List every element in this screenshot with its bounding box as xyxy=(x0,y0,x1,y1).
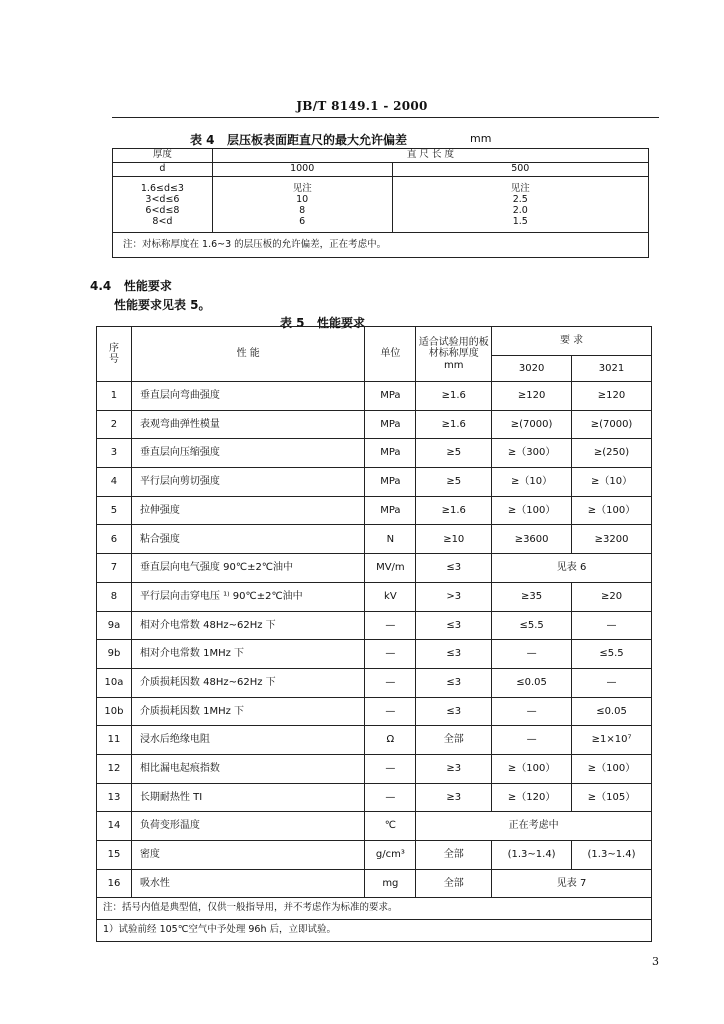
row-thickness: ≤3 xyxy=(416,668,492,697)
row-property: 浸水后绝缘电阻 xyxy=(131,726,364,755)
row-thickness: 全部 xyxy=(416,841,492,870)
table5-footnote: 1）试验前经 105℃空气中予处理 96h 后，立即试验。 xyxy=(97,920,652,942)
row-unit: — xyxy=(365,754,416,783)
row-value-3021: ≥1×10⁷ xyxy=(572,726,652,755)
row-value-3021: — xyxy=(572,611,652,640)
table5-caption: 表 5 性能要求 xyxy=(280,316,366,330)
table-row xyxy=(97,697,652,726)
table4-value: 1.5 xyxy=(512,215,528,227)
row-unit: — xyxy=(365,697,416,726)
table-row xyxy=(97,468,652,497)
row-number: 14 xyxy=(97,812,132,841)
row-unit: MPa xyxy=(365,496,416,525)
row-thickness: ≤3 xyxy=(416,640,492,669)
table4-value: 见注 xyxy=(510,182,530,194)
table5-header-property: 性 能 xyxy=(131,327,364,382)
table4-col-500 xyxy=(392,177,648,233)
table4-col-1000 xyxy=(212,177,392,233)
row-property: 介质损耗因数 1MHz 下 xyxy=(131,697,364,726)
table-row xyxy=(97,496,652,525)
row-number: 1 xyxy=(97,382,132,411)
row-unit: MV/m xyxy=(365,554,416,583)
row-value-3020: ≥120 xyxy=(492,382,572,411)
row-number: 15 xyxy=(97,841,132,870)
row-property: 密度 xyxy=(131,841,364,870)
row-value-3020: ≥3600 xyxy=(492,525,572,554)
row-unit: g/cm³ xyxy=(365,841,416,870)
table4-value: 6 xyxy=(299,215,306,227)
row-unit: MPa xyxy=(365,410,416,439)
row-value-3021: ≥120 xyxy=(572,382,652,411)
row-number: 9b xyxy=(97,640,132,669)
table-row xyxy=(97,582,652,611)
table-row xyxy=(97,841,652,870)
table4-header-500: 500 xyxy=(392,163,648,177)
row-unit: mg xyxy=(365,869,416,898)
row-value-3020: ≤0.05 xyxy=(492,668,572,697)
table-row xyxy=(97,525,652,554)
table4-value: 见注 xyxy=(292,182,312,194)
row-property: 介质损耗因数 48Hz~62Hz 下 xyxy=(131,668,364,697)
row-number: 16 xyxy=(97,869,132,898)
row-property: 粘合强度 xyxy=(131,525,364,554)
row-value-3020: ≥（120） xyxy=(492,783,572,812)
table4-unit: mm xyxy=(470,132,492,145)
header-rule xyxy=(112,117,659,118)
table-row xyxy=(97,439,652,468)
row-thickness: ≥1.6 xyxy=(416,496,492,525)
table-row xyxy=(97,668,652,697)
row-value-3020: ≥（100） xyxy=(492,754,572,783)
row-value-3020: — xyxy=(492,726,572,755)
row-value-3020: ≥（300） xyxy=(492,439,572,468)
row-value-3021: ≥（10） xyxy=(572,468,652,497)
row-property: 平行层向击穿电压 ¹⁾ 90℃±2℃油中 xyxy=(131,582,364,611)
row-value-3021: ≥（100） xyxy=(572,754,652,783)
row-unit: MPa xyxy=(365,439,416,468)
table4-value: 10 xyxy=(296,193,309,205)
row-unit: MPa xyxy=(365,468,416,497)
row-unit: N xyxy=(365,525,416,554)
table5-header-requirement: 要 求 xyxy=(492,327,652,356)
section-intro: 性能要求见表 5。 xyxy=(114,298,211,312)
row-value-3021: ≤5.5 xyxy=(572,640,652,669)
table4-range: 8<d xyxy=(152,215,173,227)
row-number: 2 xyxy=(97,410,132,439)
row-number: 7 xyxy=(97,554,132,583)
row-property: 吸水性 xyxy=(131,869,364,898)
row-unit: ℃ xyxy=(365,812,416,841)
row-requirement-merged: 见表 7 xyxy=(492,869,652,898)
row-property: 垂直层向电气强度 90℃±2℃油中 xyxy=(131,554,364,583)
row-property: 长期耐热性 TI xyxy=(131,783,364,812)
table4-header-1000: 1000 xyxy=(212,163,392,177)
row-thickness: ≥1.6 xyxy=(416,410,492,439)
table-row xyxy=(97,611,652,640)
row-thickness: ≤3 xyxy=(416,611,492,640)
row-value-3020: ≥(7000) xyxy=(492,410,572,439)
row-thickness: ≥1.6 xyxy=(416,382,492,411)
row-number: 12 xyxy=(97,754,132,783)
section-number: 4.4 xyxy=(90,279,112,293)
table5-header-no: 序 号 xyxy=(97,327,132,382)
table4-range: 6<d≤8 xyxy=(145,204,180,216)
table-row xyxy=(97,640,652,669)
row-unit: kV xyxy=(365,582,416,611)
table5-note: 注：括号内值是典型值，仅供一般指导用，并不考虑作为标准的要求。 xyxy=(97,898,652,920)
row-thickness: 全部 xyxy=(416,869,492,898)
row-value-3021: ≥（100） xyxy=(572,496,652,525)
row-thickness: ≥5 xyxy=(416,468,492,497)
table4-header-ruler: 直 尺 长 度 xyxy=(212,149,648,163)
row-thickness: ≥3 xyxy=(416,783,492,812)
document-header-id: JB/T 8149.1 - 2000 xyxy=(296,99,428,113)
table4-range: 1.6≤d≤3 xyxy=(140,182,184,194)
row-thickness: ≤3 xyxy=(416,554,492,583)
row-thickness: >3 xyxy=(416,582,492,611)
table4-header-thickness: 厚度 xyxy=(113,149,213,163)
table4-caption: 表 4 层压板表面距直尺的最大允许偏差 xyxy=(190,133,408,147)
row-thickness: ≥10 xyxy=(416,525,492,554)
table-row xyxy=(97,869,652,898)
row-unit: MPa xyxy=(365,382,416,411)
row-number: 5 xyxy=(97,496,132,525)
row-thickness: ≤3 xyxy=(416,697,492,726)
row-number: 4 xyxy=(97,468,132,497)
table5-header-unit: 单位 xyxy=(365,327,416,382)
table4-ranges xyxy=(113,177,213,233)
table-row xyxy=(97,783,652,812)
table4-value: 8 xyxy=(299,204,306,216)
table4-value: 2.0 xyxy=(512,204,528,216)
table5-header-3021: 3021 xyxy=(572,356,652,382)
table-row xyxy=(97,410,652,439)
row-value-3020: ≥（100） xyxy=(492,496,572,525)
row-value-3021: ≥(250) xyxy=(572,439,652,468)
row-number: 11 xyxy=(97,726,132,755)
row-property: 相对介电常数 48Hz~62Hz 下 xyxy=(131,611,364,640)
row-property: 垂直层向压缩强度 xyxy=(131,439,364,468)
row-number: 9a xyxy=(97,611,132,640)
table-row xyxy=(97,382,652,411)
row-value-3021: (1.3~1.4) xyxy=(572,841,652,870)
row-value-3021: — xyxy=(572,668,652,697)
row-value-3021: ≥3200 xyxy=(572,525,652,554)
row-number: 10b xyxy=(97,697,132,726)
table5-header-3020: 3020 xyxy=(492,356,572,382)
row-property: 拉伸强度 xyxy=(131,496,364,525)
table4-value: 2.5 xyxy=(512,193,528,205)
section-title: 性能要求 xyxy=(123,279,172,293)
row-property: 相比漏电起痕指数 xyxy=(131,754,364,783)
row-number: 6 xyxy=(97,525,132,554)
page-number: 3 xyxy=(652,955,659,968)
table-row xyxy=(97,812,652,841)
row-requirement-merged: 正在考虑中 xyxy=(416,812,652,841)
row-value-3021: ≥（105） xyxy=(572,783,652,812)
row-value-3021: ≥(7000) xyxy=(572,410,652,439)
row-property: 平行层向剪切强度 xyxy=(131,468,364,497)
row-value-3020: — xyxy=(492,697,572,726)
table5 xyxy=(96,326,652,942)
row-value-3020: ≥35 xyxy=(492,582,572,611)
row-number: 13 xyxy=(97,783,132,812)
row-value-3020: (1.3~1.4) xyxy=(492,841,572,870)
row-unit: Ω xyxy=(365,726,416,755)
table-row xyxy=(97,726,652,755)
table4-range: 3<d≤6 xyxy=(145,193,180,205)
row-unit: — xyxy=(365,668,416,697)
row-value-3021: ≤0.05 xyxy=(572,697,652,726)
row-requirement-merged: 见表 6 xyxy=(492,554,652,583)
row-unit: — xyxy=(365,640,416,669)
row-thickness: ≥5 xyxy=(416,439,492,468)
table-row xyxy=(97,754,652,783)
row-value-3021: ≥20 xyxy=(572,582,652,611)
row-value-3020: — xyxy=(492,640,572,669)
table-row xyxy=(97,554,652,583)
row-value-3020: ≥（10） xyxy=(492,468,572,497)
row-property: 相对介电常数 1MHz 下 xyxy=(131,640,364,669)
row-unit: — xyxy=(365,783,416,812)
row-thickness: 全部 xyxy=(416,726,492,755)
table5-header-thickness: 适合试验用的板 材标称厚度 mm xyxy=(416,327,492,382)
row-value-3020: ≤5.5 xyxy=(492,611,572,640)
row-number: 8 xyxy=(97,582,132,611)
row-property: 负荷变形温度 xyxy=(131,812,364,841)
table4-header-d: d xyxy=(113,163,213,177)
row-unit: — xyxy=(365,611,416,640)
row-number: 3 xyxy=(97,439,132,468)
row-number: 10a xyxy=(97,668,132,697)
table4 xyxy=(112,148,649,258)
table4-note: 注：对标称厚度在 1.6~3 的层压板的允许偏差，正在考虑中。 xyxy=(113,233,649,258)
section-heading xyxy=(90,277,172,294)
row-property: 垂直层向弯曲强度 xyxy=(131,382,364,411)
row-thickness: ≥3 xyxy=(416,754,492,783)
row-property: 表观弯曲弹性模量 xyxy=(131,410,364,439)
